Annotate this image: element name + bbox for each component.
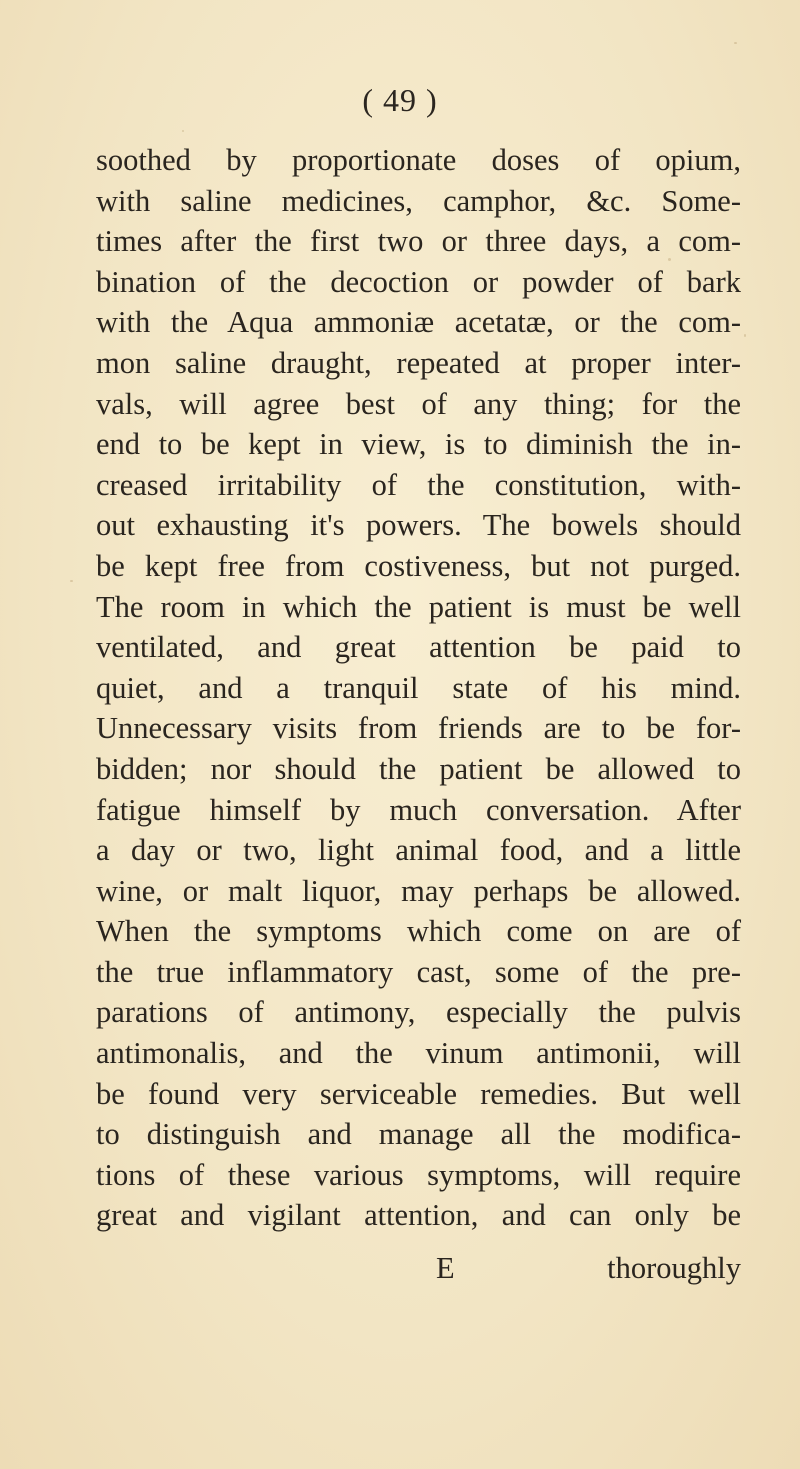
text-line: The room in which the patient is must be well: [96, 589, 741, 624]
text-line: out exhausting it's powers. The bowels should: [96, 508, 741, 543]
catchword: thoroughly: [607, 1251, 741, 1285]
text-line: vals, will agree best of any thing; for the: [96, 386, 741, 421]
signature-mark: E: [436, 1251, 455, 1285]
text-line: end to be kept in view, is to diminish the in-: [96, 427, 741, 462]
text-line: quiet, and a tranquil state of his mind.: [96, 670, 741, 705]
text-line: be found very serviceable remedies. But well: [96, 1076, 741, 1111]
text-line: creased irritability of the constitution, with-: [96, 467, 741, 502]
text-line: tions of these various symptoms, will require: [96, 1157, 741, 1192]
text-line: When the symptoms which come on are of: [96, 914, 741, 949]
text-line: ventilated, and great attention be paid to: [96, 630, 741, 665]
text-line: Unnecessary visits from friends are to be for-: [96, 711, 741, 746]
text-line: bidden; nor should the patient be allowed to: [96, 751, 741, 786]
text-line: mon saline draught, repeated at proper inter-: [96, 345, 741, 380]
text-line: wine, or malt liquor, may perhaps be allowed.: [96, 873, 741, 908]
text-line: parations of antimony, especially the pulvis: [96, 995, 741, 1030]
body-text: [96, 140, 741, 1236]
text-line: to distinguish and manage all the modifica-: [96, 1117, 741, 1152]
text-line: a day or two, light animal food, and a little: [96, 833, 741, 868]
text-line: times after the first two or three days, a com-: [96, 224, 741, 259]
text-line: great and vigilant attention, and can only be: [96, 1198, 741, 1233]
text-line: with saline medicines, camphor, &c. Some-: [96, 183, 741, 218]
text-line: soothed by proportionate doses of opium,: [96, 143, 741, 177]
text-line: the true inflammatory cast, some of the pre-: [96, 954, 741, 989]
page-footer: [96, 1251, 741, 1291]
text-line: with the Aqua ammoniæ acetatæ, or the com-: [96, 305, 741, 340]
text-line: be kept free from costiveness, but not purged.: [96, 548, 741, 583]
page-number: ( 49 ): [362, 82, 438, 118]
text-line: antimonalis, and the vinum antimonii, will: [96, 1036, 741, 1071]
text-line: fatigue himself by much conversation. After: [96, 792, 741, 827]
text-line: bination of the decoction or powder of bark: [96, 264, 741, 299]
